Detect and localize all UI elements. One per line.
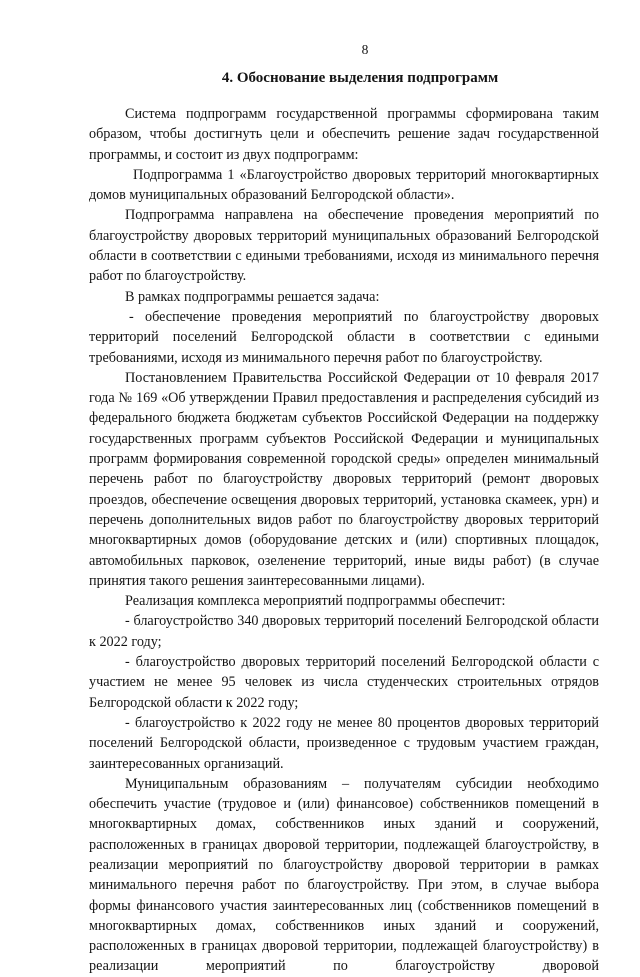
page-number: 8 (361, 42, 369, 57)
list-item-result-3: - благоустройство к 2022 году не менее 80 процентов дворовых территорий поселений Белгородской области, произведенное с трудовым участием граждан, заинтересованных организаций. (89, 714, 599, 772)
body-text (89, 104, 599, 977)
paragraph-subprogram-title: Подпрограмма 1 «Благоустройство дворовых территорий многоквартирных домов муниципальных образований Белгородской области». (89, 166, 599, 204)
paragraph-task-intro: В рамках подпрограммы решается задача: (125, 288, 380, 305)
section-heading: 4. Обоснование выделения подпрограмм (221, 70, 499, 86)
list-item-task: - обеспечение проведения мероприятий по благоустройству дворовых территорий поселений Белгородской области в соответствии с едиными требованиями, исходя из минимального перечня работ по благоустройству. (89, 308, 599, 366)
paragraph-subprogram-goal: Подпрограмма направлена на обеспечение проведения мероприятий по благоустройству дворовых территорий муниципальных образований Белгородской области в соответствии с едиными требованиями, исходя из минимального перечня работ по благоустройству. (89, 207, 599, 285)
paragraph-intro: Система подпрограмм государственной программы сформирована таким образом, чтобы достигнуть цели и обеспечить решение задач государственной программы, и состоит из двух подпрограмм: (89, 106, 599, 163)
list-item-result-2: - благоустройство дворовых территорий поселений Белгородской области с участием не менее 95 человек из числа студенческих строительных отрядов Белгородской области к 2022 году; (89, 654, 599, 711)
paragraph-results-intro: Реализация комплекса мероприятий подпрограммы обеспечит: (125, 593, 506, 610)
paragraph-government-decree: Постановлением Правительства Российской Федерации от 10 февраля 2017 года № 169 «Об утверждении Правил предоставления и распределения субсидий из федерального бюджета бюджетам субъектов Российской Федерации на поддержку государственных программ субъектов Российской Федерации и муниципальных программ формирования современной городской среды» определен минимальный перечень работ по благоустройству дворовых территорий (ремонт дворовых проездов, обеспечение освещения дворовых территорий, установка скамеек, урн) и перечень дополнительных видов работ по благоустройству дворовых территорий многоквартирных домов (оборудование детских и (или) спортивных площадок, автомобильных парковок, озеленение территорий, иные виды работ) (в случае принятия такого решения заинтересованными лицами). (89, 369, 599, 589)
paragraph-municipal-participation: Муниципальным образованиям – получателям субсидии необходимо обеспечить участие (трудовое и (или) финансовое) собственников помещений в многоквартирных домах, собственников иных зданий и сооружений, расположенных в границах дворовой территории, подлежащей благоустройству, в реализации мероприятий по благоустройству дворовой территории в рамках минимального перечня работ по благоустройству. При этом, в случае выбора формы финансового участия заинтересованных лиц (собственников помещений в многоквартирных домах, собственников иных зданий и сооружений, расположенных в границах дворовой территории, подлежащей благоустройству) в реализации мероприятий по благоустройству дворовой (89, 775, 599, 975)
list-item-result-1: - благоустройство 340 дворовых территорий поселений Белгородской области к 2022 году; (89, 613, 599, 650)
